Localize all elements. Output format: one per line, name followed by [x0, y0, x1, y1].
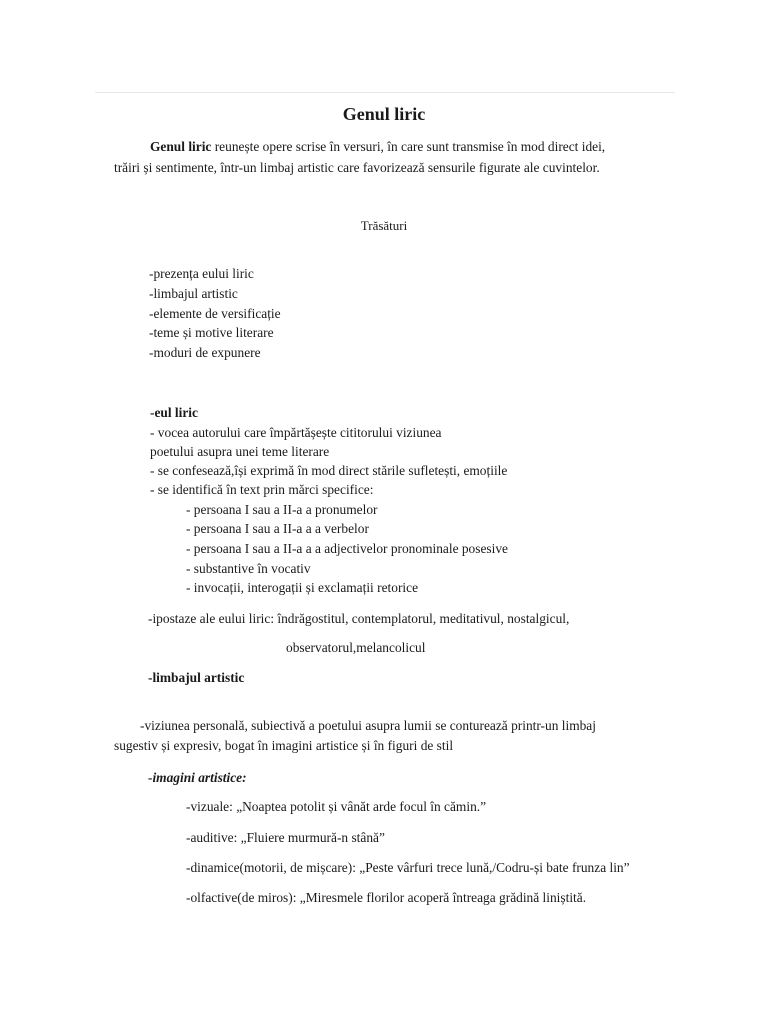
page-top-rule: [95, 92, 675, 93]
trasaturi-item: -elemente de versificație: [149, 306, 281, 321]
eul-liric-heading: -eul liric: [150, 405, 198, 420]
imagine-item: -vizuale: „Noaptea potolit și vânăt arde focul în cămin.”: [186, 799, 487, 814]
eul-liric-line: - vocea autorului care împărtășește cititorului viziunea: [150, 425, 442, 440]
mark-item: - persoana I sau a II-a a a adjectivelor pronominale posesive: [186, 541, 508, 556]
intro-line-1-rest: reunește opere scrise în versuri, în care sunt transmise în mod direct idei,: [211, 139, 606, 154]
trasaturi-item: -limbajul artistic: [149, 286, 238, 301]
intro-line-1: [150, 139, 605, 155]
mark-item: - persoana I sau a II-a a pronumelor: [186, 502, 378, 517]
imagine-item: -olfactive(de miros): „Miresmele florilor acoperă întreaga grădină liniștită.: [186, 890, 587, 905]
eul-liric-line: - se identifică în text prin mărci specifice:: [150, 482, 374, 497]
trasaturi-item: -teme și motive literare: [149, 325, 274, 340]
ipostaze-line-1: -ipostaze ale eului liric: îndrăgostitul, contemplatorul, meditativul, nostalgicul,: [148, 611, 570, 626]
trasaturi-item: -moduri de expunere: [149, 345, 261, 360]
imagine-item: -dinamice(motorii, de mișcare): „Peste vârfuri trece lună,/Codru-și bate frunza lin”: [186, 860, 630, 875]
imagini-heading: -imagini artistice:: [148, 770, 247, 785]
mark-item: - substantive în vocativ: [186, 561, 311, 576]
mark-item: - invocații, interogații și exclamații retorice: [186, 580, 419, 595]
trasaturi-item: -prezența eului liric: [149, 266, 254, 281]
trasaturi-heading: Trăsături: [360, 218, 408, 233]
page-title: Genul liric: [342, 104, 426, 124]
ipostaze-line-2: observatorul,melancolicul: [286, 640, 426, 655]
limbajul-para-line-1: -viziunea personală, subiectivă a poetului asupra lumii se conturează printr-un limbaj: [140, 718, 596, 733]
imagine-item: -auditive: „Fluiere murmură-n stână”: [186, 830, 385, 845]
limbajul-para-line-2: sugestiv și expresiv, bogat în imagini artistice și în figuri de stil: [114, 738, 454, 753]
eul-liric-line: poetului asupra unei teme literare: [150, 444, 330, 459]
intro-line-2: trăiri și sentimente, într-un limbaj artistic care favorizează sensurile figurate ale cuvintelor.: [114, 160, 600, 175]
intro-lead: Genul liric: [150, 139, 212, 154]
mark-item: - persoana I sau a II-a a a verbelor: [186, 521, 369, 536]
eul-liric-line: - se confesează,își exprimă în mod direct stările sufletești, emoțiile: [150, 463, 508, 478]
limbajul-heading: -limbajul artistic: [148, 670, 245, 685]
